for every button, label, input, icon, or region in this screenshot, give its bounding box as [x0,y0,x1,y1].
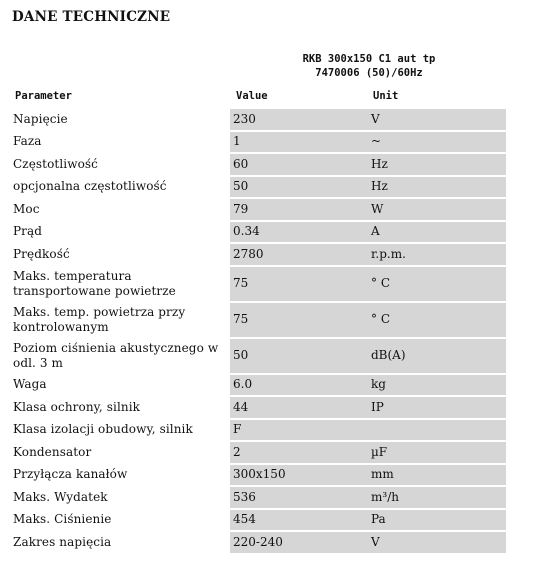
table-row [10,154,506,177]
table-row [10,465,506,488]
unit-cell: ° C [368,303,506,339]
unit-cell [368,420,506,443]
value-cell: 1 [230,132,368,155]
unit-cell: V [368,109,506,132]
value-cell: 454 [230,510,368,533]
page-title: DANE TECHNICZNE [12,9,171,25]
unit-cell: A [368,222,506,245]
value-cell: 2 [230,442,368,465]
param-cell: Zakres napięcia [10,532,230,555]
table-row [10,510,506,533]
param-cell: Kondensator [10,442,230,465]
table-row [10,177,506,200]
unit-cell: W [368,199,506,222]
table-row [10,442,506,465]
column-header-parameter: Parameter [15,90,72,102]
table-row [10,244,506,267]
value-cell: 75 [230,303,368,339]
unit-cell: ~ [368,132,506,155]
table-row [10,420,506,443]
param-cell: Maks. temperatura transportowane powietrze [10,267,230,303]
table-row [10,532,506,555]
unit-cell: IP [368,397,506,420]
value-cell: 300x150 [230,465,368,488]
param-cell: opcjonalna częstotliwość [10,177,230,200]
param-cell: Faza [10,132,230,155]
param-cell: Maks. Wydatek [10,487,230,510]
unit-cell: dB(A) [368,339,506,375]
model-code: 7470006 (50)/60Hz [315,67,423,79]
param-cell: Prędkość [10,244,230,267]
unit-cell: r.p.m. [368,244,506,267]
table-row [10,132,506,155]
table-row [10,109,506,132]
value-cell: F [230,420,368,443]
value-cell: 75 [230,267,368,303]
param-cell: Klasa ochrony, silnik [10,397,230,420]
value-cell: 79 [230,199,368,222]
table-row [10,199,506,222]
unit-cell: Pa [368,510,506,533]
value-cell: 44 [230,397,368,420]
column-headers [12,90,506,106]
param-cell: Maks. temp. powietrza przy kontrolowanym [10,303,230,339]
unit-cell: m³/h [368,487,506,510]
table-row [10,487,506,510]
unit-cell: mm [368,465,506,488]
model-name: RKB 300x150 C1 aut tp [302,53,436,65]
param-cell: Napięcie [10,109,230,132]
param-cell: Moc [10,199,230,222]
value-cell: 2780 [230,244,368,267]
model-header [232,52,506,80]
spec-table [10,109,506,555]
value-cell: 536 [230,487,368,510]
value-cell: 0.34 [230,222,368,245]
value-cell: 50 [230,339,368,375]
value-cell: 220-240 [230,532,368,555]
table-row [10,267,506,303]
param-cell: Waga [10,375,230,398]
table-row [10,339,506,375]
table-row [10,397,506,420]
param-cell: Poziom ciśnienia akustycznego w odl. 3 m [10,339,230,375]
value-cell: 6.0 [230,375,368,398]
param-cell: Maks. Ciśnienie [10,510,230,533]
unit-cell: Hz [368,177,506,200]
unit-cell: Hz [368,154,506,177]
value-cell: 230 [230,109,368,132]
unit-cell: ° C [368,267,506,303]
value-cell: 50 [230,177,368,200]
column-header-unit: Unit [373,90,399,102]
table-row [10,303,506,339]
param-cell: Klasa izolacji obudowy, silnik [10,420,230,443]
table-row [10,375,506,398]
param-cell: Przyłącza kanałów [10,465,230,488]
unit-cell: µF [368,442,506,465]
table-row [10,222,506,245]
param-cell: Prąd [10,222,230,245]
unit-cell: kg [368,375,506,398]
unit-cell: V [368,532,506,555]
column-header-value: Value [236,90,268,102]
param-cell: Częstotliwość [10,154,230,177]
value-cell: 60 [230,154,368,177]
